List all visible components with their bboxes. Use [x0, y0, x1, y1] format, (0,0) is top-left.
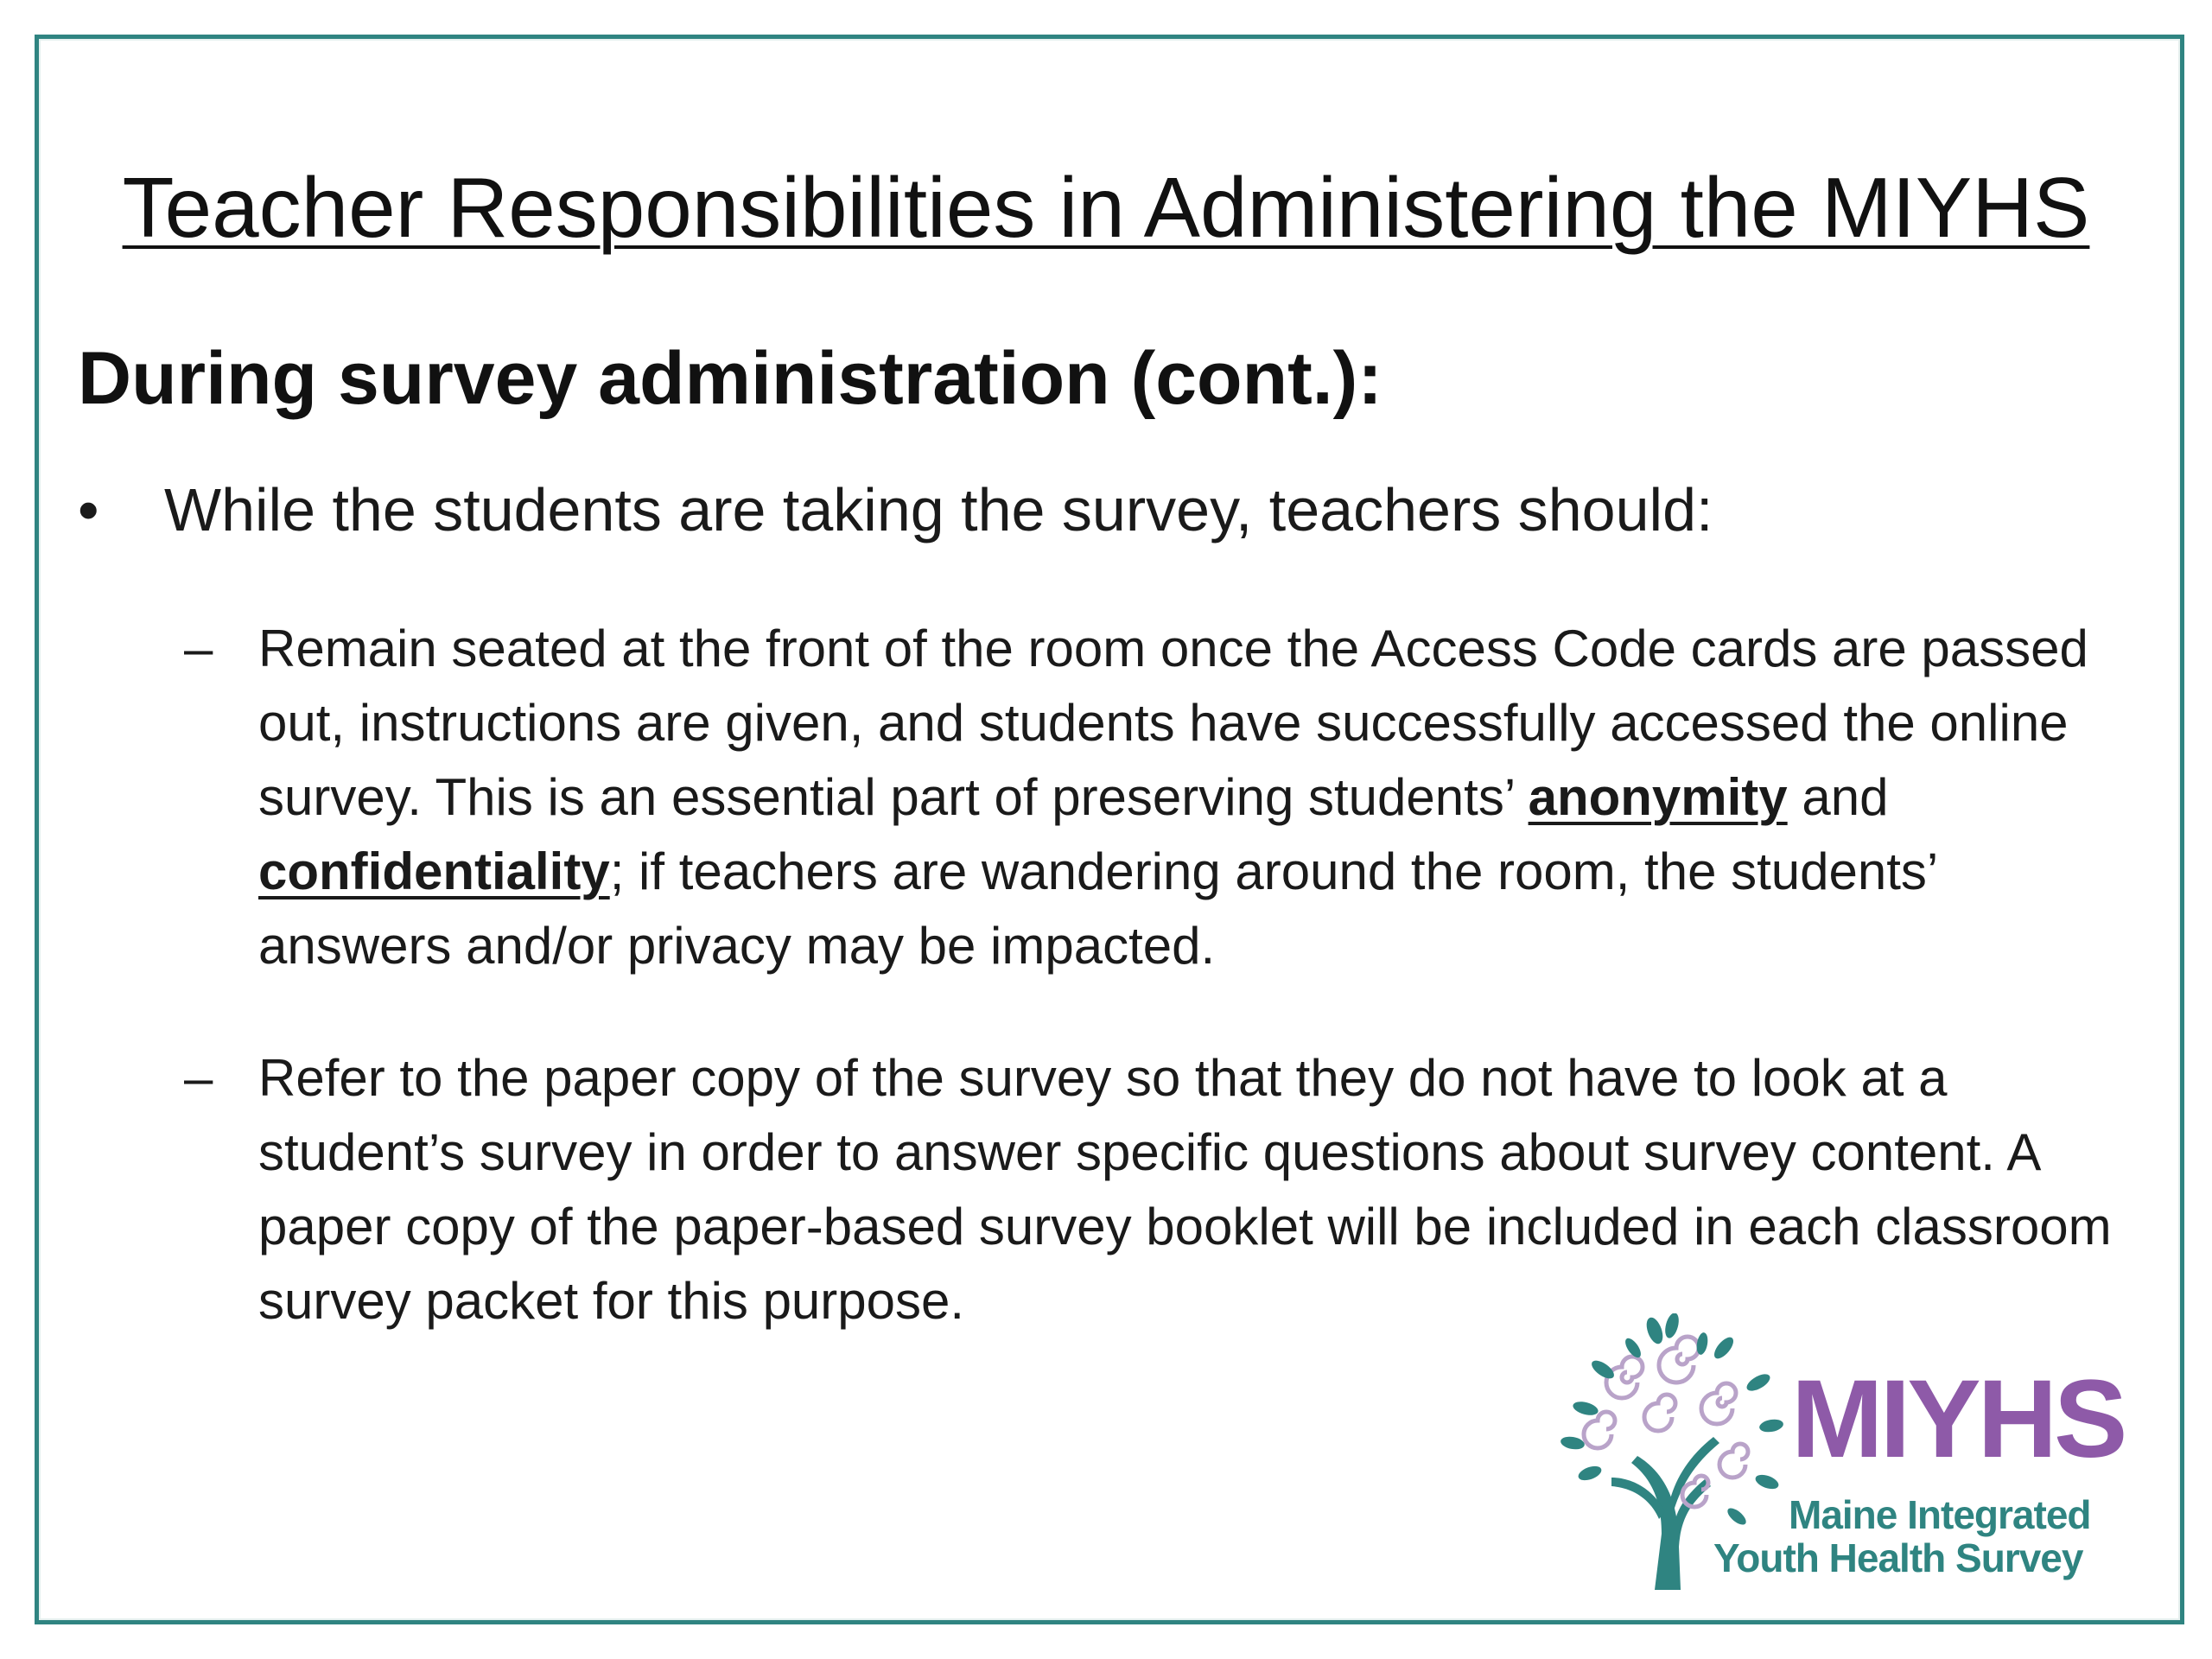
logo-tagline-line2: Youth Health Survey	[1713, 1535, 2083, 1580]
emphasis-confidentiality: confidentiality	[258, 842, 610, 900]
slide-title	[0, 160, 2212, 255]
emphasis-anonymity: anonymity	[1528, 768, 1788, 826]
logo-wordmark: MIYHS	[1791, 1357, 2125, 1481]
sub-item-remain-seated	[184, 612, 2124, 983]
bullet-item	[78, 471, 1713, 549]
bullet-text: While the students are taking the survey, teachers should:	[164, 476, 1713, 543]
dash-glyph: –	[184, 1049, 213, 1107]
bullet-glyph: •	[78, 476, 99, 543]
text-segment: ; if teachers are wandering around the room, the students’ answers and/or privacy may be impacted.	[258, 842, 1937, 975]
miyhs-logo	[1551, 1313, 2130, 1590]
text-segment: and	[1787, 768, 1889, 826]
logo-tagline-line1: Maine Integrated	[1789, 1492, 2091, 1537]
sub-item-paper-copy	[184, 1041, 2124, 1338]
slide-title-text: Teacher Responsibilities in Administering the MIYHS	[122, 160, 2090, 255]
dash-glyph: –	[184, 620, 213, 677]
text-segment: Remain seated at the front of the room once the Access Code cards are passed out, instructions are given, and students have successfully accessed the online survey. This is an essential part of preserving students’	[258, 620, 2088, 826]
sub-item-text: Refer to the paper copy of the survey so that they do not have to look at a student’s survey in order to answer specific questions about survey content. A paper copy of the paper-based survey booklet will be included in each classroom survey packet for this purpose.	[258, 1049, 2112, 1330]
section-subheading: During survey administration (cont.):	[78, 337, 1382, 420]
sub-item-text	[258, 612, 2124, 983]
